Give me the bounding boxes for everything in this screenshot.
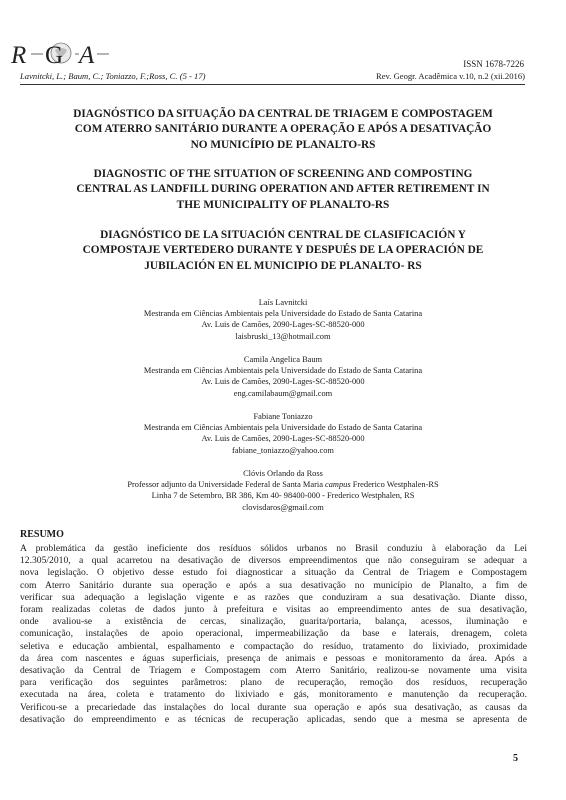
page-number: 5 — [513, 753, 518, 764]
svg-text:R: R — [11, 42, 27, 68]
author-email: eng.camilabaum@gmail.com — [233, 388, 333, 398]
svg-text:A: A — [79, 42, 95, 68]
citation: Lavnitcki, L.; Baum, C.; Toniazzo, F.;Ross, C. (5 - 17) — [20, 71, 206, 81]
author-name: Fabiane Toniazzo — [253, 412, 313, 421]
author-address: Av. Luis de Camões, 2090-Lages-SC-88520-000 — [201, 377, 365, 387]
title-line: DIAGNÓSTICO DA SITUAÇÃO DA CENTRAL DE TRIAGEM E COMPOSTAGEM — [73, 108, 493, 120]
title-line: CENTRAL AS LANDFILL DURING OPERATION AND AFTER RETIREMENT IN — [76, 183, 490, 196]
abstract-line: 12.305/2010, a qual acarretou na desativação de diversos empreendimentos que não conseguiram se adequar a — [20, 555, 527, 567]
author-name: Laís Lavnitcki — [258, 298, 308, 307]
abstract-line: nova legislação. O objetivo desse estudo foi diagnosticar a situação da Central de Triagem e Compostagem — [20, 567, 527, 579]
affiliation-text: Frederico Westphalen-RS — [350, 480, 439, 490]
author-address: Av. Luis de Camões, 2090-Lages-SC-88520-000 — [201, 320, 365, 330]
title-line: NO MUNICÍPIO DE PLANALTO-RS — [190, 138, 376, 151]
abstract-body — [20, 543, 527, 726]
author-name: Clóvis Orlando da Ross — [243, 469, 323, 478]
author-email: laisbruski_13@hotmail.com — [235, 331, 331, 341]
abstract-line: onde avaliou-se a existência de cercas, sinalização, guarita/portaria, balança, acessos, iluminação e — [20, 616, 527, 628]
author-email: clovisdaros@gmail.com — [242, 502, 324, 512]
author-address: Linha 7 de Setembro, BR 386, Km 40- 98400-000 - Frederico Westphalen, RS — [151, 491, 415, 501]
rga-logo-icon — [11, 38, 111, 68]
svg-text:G: G — [45, 42, 64, 68]
title-line: DIAGNÓSTICO DE LA SITUACIÓN CENTRAL DE CLASIFICACIÓN Y — [100, 229, 466, 241]
header-rule — [20, 84, 525, 85]
author-block — [60, 411, 506, 456]
author-affiliation: Mestranda em Ciências Ambientais pela Universidade do Estado de Santa Catarina — [143, 423, 423, 433]
abstract-line: executada na área, coleta e tratamento do lixiviado e gás, monitoramento e manutenção da recuperação. — [20, 689, 527, 701]
journal-info: Rev. Geogr. Acadêmica v.10, n.2 (xii.2016) — [375, 71, 525, 81]
author-block — [60, 468, 506, 513]
title-line: COMPOSTAJE VERTEDERO DURANTE Y DESPUÉS DE LA OPERACIÓN DE — [82, 244, 484, 257]
author-email: fabiane_toniazzo@yahoo.com — [232, 445, 334, 455]
title-line: DIAGNOSTIC OF THE SITUATION OF SCREENING AND COMPOSTING — [93, 168, 473, 180]
abstract-line: foram realizadas coletas de dados junto à prefeitura e visitas ao empreendimento antes de sua desativação, — [20, 604, 527, 616]
title-english — [30, 167, 536, 213]
author-name: Camila Angelica Baum — [243, 355, 323, 364]
abstract-line: seletiva e educação ambiental, espalhamento e compactação do resíduo, tratamento do lixiviado, proximidade — [20, 640, 527, 652]
issn: ISSN 1678-7226 — [463, 59, 524, 69]
title-line: THE MUNICIPALITY OF PLANALTO-RS — [176, 198, 390, 211]
abstract-line: com Aterro Sanitário durante sua operação e após a sua desativação no município de Planalto, a fim de — [20, 579, 527, 591]
abstract-line: A problemática da gestão ineficiente dos resíduos sólidos urbanos no Brasil conduziu à elaboração da Lei — [20, 543, 527, 554]
abstract-line: para verificação dos seguintes parâmetros: plano de recuperação, remoção dos resíduos, recuperação — [20, 677, 527, 689]
abstract-line: desativação da Central de Triagem e Compostagem com Aterro Sanitário, realizou-se novamente uma visita — [20, 665, 527, 677]
affiliation-campus: campus — [325, 480, 351, 490]
abstract-line: verificar sua adequação a legislação vigente e as razões que conduziram a sua desativação. Diante disso, — [20, 591, 527, 603]
title-portuguese — [30, 107, 536, 153]
author-affiliation: Mestranda em Ciências Ambientais pela Universidade do Estado de Santa Catarina — [143, 366, 423, 376]
abstract-line: comunicação, instalações de apoio operacional, impermeabilização da base e laterais, drenagem, coleta — [20, 628, 527, 640]
author-affiliation — [60, 479, 506, 490]
journal-logo — [11, 38, 111, 68]
title-line: JUBILACIÓN EN EL MUNICIPIO DE PLANALTO- RS — [144, 259, 422, 272]
author-affiliation: Mestranda em Ciências Ambientais pela Universidade do Estado de Santa Catarina — [143, 309, 423, 319]
abstract-line: desativação do empreendimento e as técnicas de recuperação aplicadas, sendo que a mesma se apresenta de — [20, 713, 527, 725]
author-address: Av. Luis de Camões, 2090-Lages-SC-88520-000 — [201, 434, 365, 444]
abstract-line: Verificou-se a precariedade das instalações do local durante sua operação e após sua desativação, as causas da — [20, 701, 527, 713]
author-block — [60, 354, 506, 399]
running-header — [20, 71, 525, 81]
title-line: COM ATERRO SANITÁRIO DURANTE A OPERAÇÃO E APÓS A DESATIVAÇÃO — [74, 123, 492, 136]
author-block — [60, 297, 506, 342]
affiliation-text: Professor adjunto da Universidade Federal de Santa Maria — [127, 480, 326, 490]
abstract-heading: RESUMO — [20, 529, 64, 540]
title-spanish — [30, 228, 536, 274]
abstract-line: da área com nascentes e águas superficiais, presença de animais e pessoas e monitoramento da área. Após a — [20, 652, 527, 664]
